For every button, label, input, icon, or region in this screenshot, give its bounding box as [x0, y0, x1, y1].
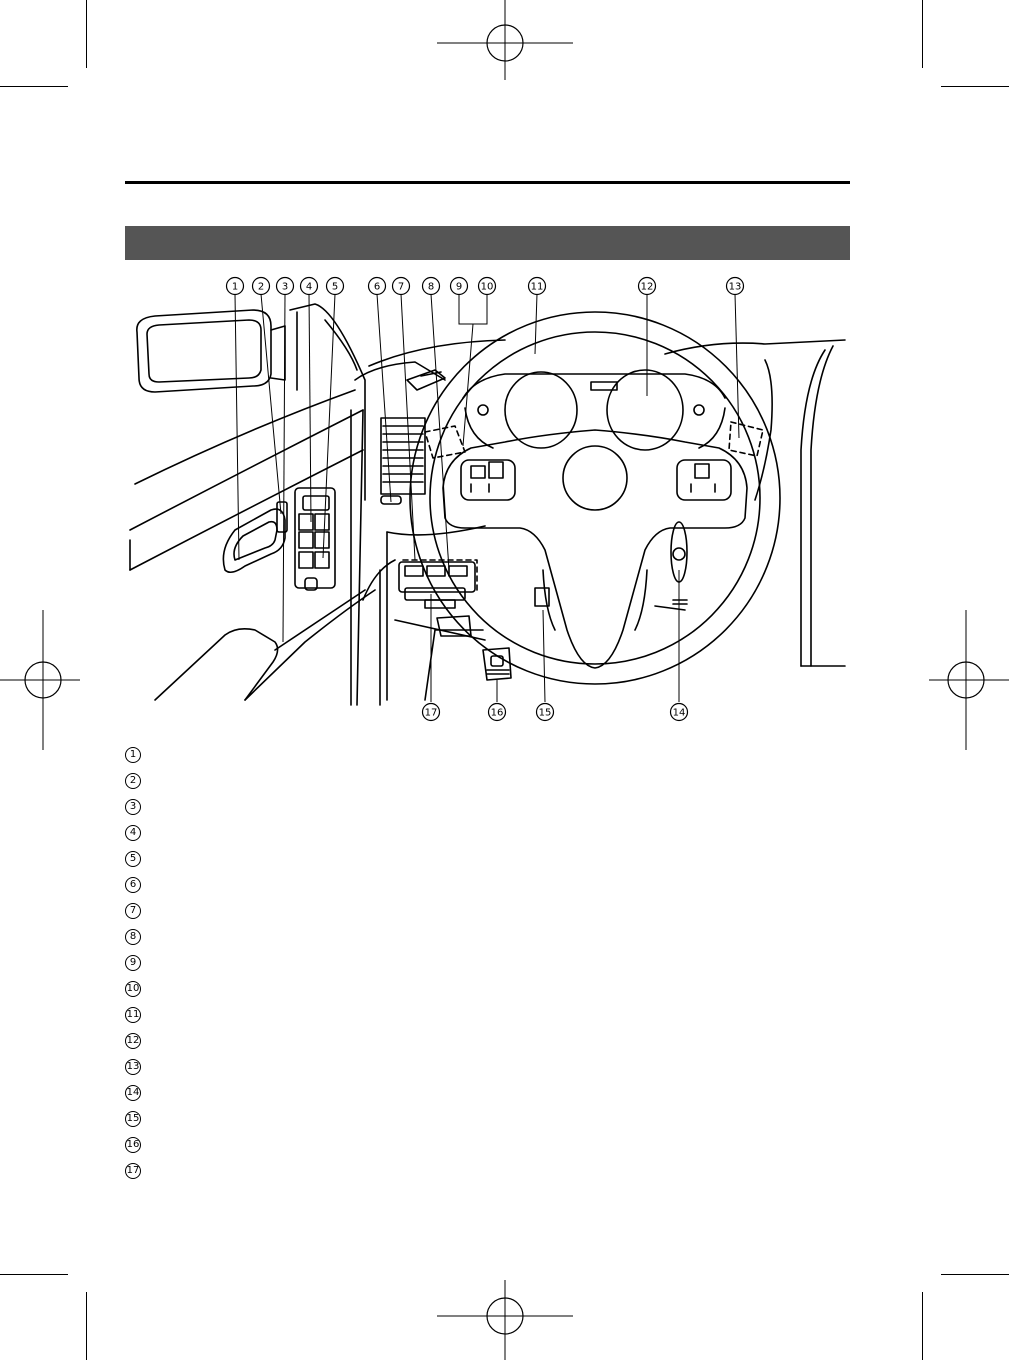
- legend-item: [125, 898, 850, 924]
- door-handle: [223, 509, 285, 572]
- callout-number: 5: [331, 281, 339, 293]
- callout-number: 9: [455, 281, 463, 293]
- registration-mark-right: [929, 610, 1009, 750]
- legend-item: [125, 1106, 850, 1132]
- legend-item: [125, 820, 850, 846]
- legend-item: [125, 950, 850, 976]
- crop-mark-bottom-right-v: [922, 1292, 923, 1360]
- callout-number: 1: [231, 281, 239, 293]
- callout-number: 11: [530, 281, 544, 293]
- legend-item: [125, 1132, 850, 1158]
- legend-marker: 10: [125, 981, 141, 997]
- header-rule: [125, 181, 850, 184]
- registration-mark-bottom: [437, 1280, 573, 1360]
- callout-number: 16: [490, 707, 504, 719]
- legend-marker: 4: [125, 825, 141, 841]
- legend-marker: 5: [125, 851, 141, 867]
- legend-item: [125, 1080, 850, 1106]
- callout-number: 3: [281, 281, 289, 293]
- crop-mark-bottom-right-h: [941, 1274, 1009, 1275]
- armrest: [155, 629, 278, 700]
- legend-marker: 16: [125, 1137, 141, 1153]
- legend-marker: 2: [125, 773, 141, 789]
- legend-marker: 12: [125, 1033, 141, 1049]
- callout-number: 13: [728, 281, 742, 293]
- legend-item: [125, 1028, 850, 1054]
- legend-marker: 11: [125, 1007, 141, 1023]
- steering-wheel: [410, 312, 780, 684]
- crop-mark-bottom-left-h: [0, 1274, 68, 1275]
- callout-number: 12: [640, 281, 654, 293]
- legend-item: [125, 1002, 850, 1028]
- callout-number: 17: [424, 707, 438, 719]
- registration-mark-top: [437, 0, 573, 80]
- callout-markers: [227, 278, 744, 721]
- legend-marker: 9: [125, 955, 141, 971]
- legend-marker: 3: [125, 799, 141, 815]
- callout-number: 4: [305, 281, 313, 293]
- crop-mark-top-right-v: [922, 0, 923, 68]
- instrument-cluster: [463, 370, 725, 450]
- legend-marker: 7: [125, 903, 141, 919]
- registration-mark-left: [0, 610, 80, 750]
- legend-item: [125, 794, 850, 820]
- legend-marker: 13: [125, 1059, 141, 1075]
- crop-mark-top-left-h: [0, 86, 68, 87]
- legend-marker: 1: [125, 747, 141, 763]
- legend-item: [125, 872, 850, 898]
- crop-mark-top-left-v: [86, 0, 87, 68]
- hood-release-pedal: [483, 648, 511, 680]
- callout-number: 14: [672, 707, 686, 719]
- legend-item: [125, 1158, 850, 1184]
- legend-item: [125, 768, 850, 794]
- callout-number: 6: [373, 281, 381, 293]
- legend-marker: 15: [125, 1111, 141, 1127]
- callout-number: 7: [397, 281, 405, 293]
- legend-marker: 14: [125, 1085, 141, 1101]
- legend-marker: 6: [125, 877, 141, 893]
- legend-item: [125, 924, 850, 950]
- callout-number: 15: [538, 707, 552, 719]
- air-vent: [381, 418, 425, 504]
- section-heading-band: [125, 226, 850, 260]
- legend-list: [125, 742, 850, 1184]
- callout-number: 10: [480, 281, 494, 293]
- crop-mark-top-right-h: [941, 86, 1009, 87]
- legend-item: [125, 742, 850, 768]
- legend-item: [125, 976, 850, 1002]
- legend-item: [125, 846, 850, 872]
- cockpit-illustration: [125, 270, 850, 719]
- callout-number: 8: [427, 281, 435, 293]
- legend-marker: 17: [125, 1163, 141, 1179]
- legend-marker: 8: [125, 929, 141, 945]
- callout-number: 2: [257, 281, 265, 293]
- legend-item: [125, 1054, 850, 1080]
- crop-mark-bottom-left-v: [86, 1292, 87, 1360]
